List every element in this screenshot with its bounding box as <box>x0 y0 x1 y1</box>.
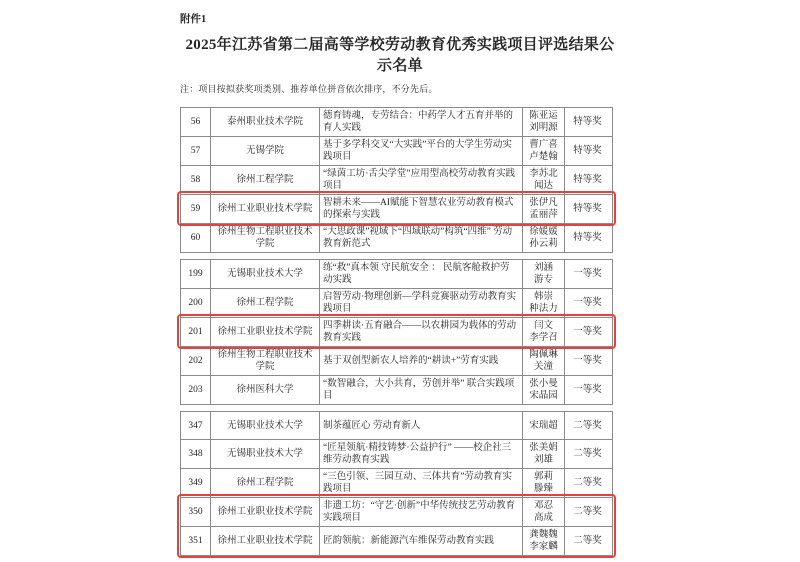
table-row <box>181 223 612 252</box>
leader-name: 徐媛媛 <box>529 227 558 237</box>
page-title: 2025年江苏省第二届高等学校劳动教育优秀实践项目评选结果公示名单 <box>185 37 615 74</box>
red-highlight-box <box>181 317 612 346</box>
sort-note: 注：项目按拟获奖项类别、推荐单位拼音依次排序，不分先后。 <box>180 84 438 94</box>
cell-school: 徐州工程学院 <box>210 469 319 497</box>
cell-seq-number: 347 <box>188 420 203 431</box>
cell-leaders <box>522 376 564 404</box>
table-row <box>181 468 612 497</box>
leader-name: 韩崇 <box>533 292 553 302</box>
cell-school: 徐州工程学院 <box>210 166 319 194</box>
cell-leaders <box>522 108 564 136</box>
leader-name: 龚魏魏 <box>529 530 558 540</box>
cell-seq-number: 57 <box>190 146 201 156</box>
table-row <box>181 526 612 555</box>
award-group <box>180 107 613 253</box>
cell-school: 徐州医科大学 <box>210 376 319 404</box>
leader-name: 卢楚翰 <box>529 152 558 162</box>
cell-project-name: “匠星领航·精技铸梦·公益护行” ——校企社三维劳动教育实践 <box>319 440 522 468</box>
cell-award-tier: 特等奖 <box>564 195 610 223</box>
leader-name: 高成 <box>533 513 553 523</box>
leader-name: 种法力 <box>529 304 558 314</box>
leader-name: 宋瑞超 <box>529 420 558 431</box>
cell-leaders <box>522 498 564 526</box>
leader-name: 游专 <box>533 275 553 285</box>
leader-name: 关潼 <box>533 362 553 372</box>
cell-leaders <box>522 195 564 223</box>
leader-name: 陶佩琳 <box>529 350 558 360</box>
red-highlight-box <box>181 497 612 555</box>
cell-project-name: 基于多学科交叉“大实践”平台的大学生劳动实践项目 <box>319 137 522 165</box>
cell-award-tier: 特等奖 <box>564 166 610 194</box>
cell-project-name: 基于双创型新农人培养的“耕读+”劳育实践 <box>319 347 522 375</box>
cell-award-tier: 二等奖 <box>564 498 610 526</box>
cell-award-tier: 二等奖 <box>564 412 610 439</box>
table-row <box>181 108 612 136</box>
cell-leaders <box>522 224 564 252</box>
cell-school: 泰州职业技术学院 <box>210 108 319 136</box>
leader-name: 李学召 <box>529 333 558 343</box>
leader-name: 张小曼 <box>529 379 558 389</box>
cell-project-name: 非遗工坊：“守艺·创新”中华传统技艺劳动教育实践项目 <box>319 498 522 526</box>
cell-school: 徐州工业职业技术学院 <box>210 195 319 223</box>
cell-seq-number: 202 <box>188 356 203 366</box>
results-table <box>180 107 620 556</box>
cell-award-tier: 特等奖 <box>564 224 610 252</box>
cell-leaders <box>522 166 564 194</box>
cell-seq-number: 59 <box>190 204 201 214</box>
red-highlight-box <box>181 194 612 223</box>
cell-award-tier: 一等奖 <box>564 260 610 288</box>
cell-award-tier: 一等奖 <box>564 318 610 346</box>
document-page <box>180 0 620 562</box>
award-group <box>180 259 613 405</box>
cell-school: 徐州工程学院 <box>210 289 319 317</box>
cell-award-tier: 二等奖 <box>564 527 610 555</box>
cell-leaders <box>522 469 564 497</box>
cell-seq-number: 350 <box>188 507 203 517</box>
table-row <box>181 317 612 346</box>
leader-name: 孟丽萍 <box>529 210 558 220</box>
cell-seq-number: 200 <box>188 298 203 308</box>
cell-award-tier: 特等奖 <box>564 137 610 165</box>
table-row <box>181 412 612 439</box>
cell-project-name: “数智融合，大小共育，劳创并举” 联合实践项目 <box>319 376 522 404</box>
cell-project-name: “三色引领、三园互动、三体共育”劳动教育实践项目 <box>319 469 522 497</box>
leader-name: 李苏北 <box>529 169 558 179</box>
cell-leaders <box>522 527 564 555</box>
table-row <box>181 346 612 375</box>
table-row <box>181 260 612 288</box>
cell-school: 徐州生物工程职业技术学院 <box>210 224 319 252</box>
cell-leaders <box>522 318 564 346</box>
table-row <box>181 288 612 317</box>
cell-award-tier: 二等奖 <box>564 440 610 468</box>
cell-project-name: 德育铸魂，专劳结合：中药学人才五育并举的育人实践 <box>319 108 522 136</box>
table-row <box>181 136 612 165</box>
cell-leaders <box>522 412 564 439</box>
cell-school: 徐州生物工程职业技术学院 <box>210 347 319 375</box>
leader-name: 刘涵 <box>533 263 553 273</box>
table-row <box>181 194 612 223</box>
cell-seq-number: 56 <box>190 117 201 127</box>
cell-project-name: 四季耕读·五育融合——以农耕园为载体的劳动教育实践 <box>319 318 522 346</box>
leader-name: 刘雄 <box>533 455 553 465</box>
cell-award-tier: 二等奖 <box>564 469 610 497</box>
award-group <box>180 411 613 556</box>
leader-name: 郭莉 <box>533 472 553 482</box>
leader-name: 陈亚运 <box>529 111 558 121</box>
table-row <box>181 439 612 468</box>
cell-award-tier: 特等奖 <box>564 108 610 136</box>
cell-seq-number: 203 <box>188 385 203 395</box>
leader-name: 刘明源 <box>529 123 558 133</box>
cell-project-name: “绿茵工坊·舌尖学堂”应用型高校劳动教育实践项目 <box>319 166 522 194</box>
cell-school: 无锡职业技术大学 <box>210 412 319 439</box>
table-row <box>181 497 612 526</box>
cell-seq-number: 60 <box>190 233 201 243</box>
leader-name: 闻达 <box>533 181 553 191</box>
cell-seq-number: 349 <box>188 478 203 488</box>
leader-name: 邓忍 <box>533 501 553 511</box>
cell-project-name: “大思政课”视域下“四域联动”构筑“四维” 劳动教育新范式 <box>319 224 522 252</box>
attachment-label: 附件1 <box>180 14 207 25</box>
cell-award-tier: 一等奖 <box>564 289 610 317</box>
leader-name: 张美娟 <box>529 443 558 453</box>
cell-project-name: 制茶蕴匠心 劳动育新人 <box>319 412 522 439</box>
table-row <box>181 165 612 194</box>
leader-name: 张伊凡 <box>529 198 558 208</box>
leader-name: 曹广喜 <box>529 140 558 150</box>
cell-award-tier: 一等奖 <box>564 347 610 375</box>
leader-name: 滕臻 <box>533 484 553 494</box>
cell-school: 徐州工业职业技术学院 <box>210 498 319 526</box>
leader-name: 李家麟 <box>529 542 558 552</box>
cell-school: 徐州工业职业技术学院 <box>210 318 319 346</box>
cell-seq-number: 199 <box>188 269 203 279</box>
cell-seq-number: 351 <box>188 536 203 546</box>
cell-project-name: 智耕未来——AI赋能下智慧农业劳动教育模式的探索与实践 <box>319 195 522 223</box>
leader-name: 宋晶园 <box>529 391 558 401</box>
leader-name: 孙云莉 <box>529 239 558 249</box>
cell-project-name: 匠韵领航：新能源汽车维保劳动教育实践 <box>319 527 522 555</box>
cell-school: 无锡职业技术大学 <box>210 440 319 468</box>
cell-leaders <box>522 137 564 165</box>
cell-school: 徐州工业职业技术学院 <box>210 527 319 555</box>
cell-school: 无锡学院 <box>210 137 319 165</box>
cell-leaders <box>522 260 564 288</box>
cell-leaders <box>522 440 564 468</box>
cell-project-name: 启智劳动·物理创新—学科竞赛驱动劳动教育实践项目 <box>319 289 522 317</box>
cell-school: 无锡职业技术大学 <box>210 260 319 288</box>
cell-seq-number: 58 <box>190 175 201 185</box>
cell-award-tier: 一等奖 <box>564 376 610 404</box>
leader-name: 闫文 <box>533 321 553 331</box>
cell-seq-number: 348 <box>188 449 203 459</box>
cell-seq-number: 201 <box>188 327 203 337</box>
cell-leaders <box>522 289 564 317</box>
table-row <box>181 375 612 404</box>
cell-project-name: 练“救”真本领 守民航安全 ： 民航客舱救护劳动实践 <box>319 260 522 288</box>
cell-leaders <box>522 347 564 375</box>
